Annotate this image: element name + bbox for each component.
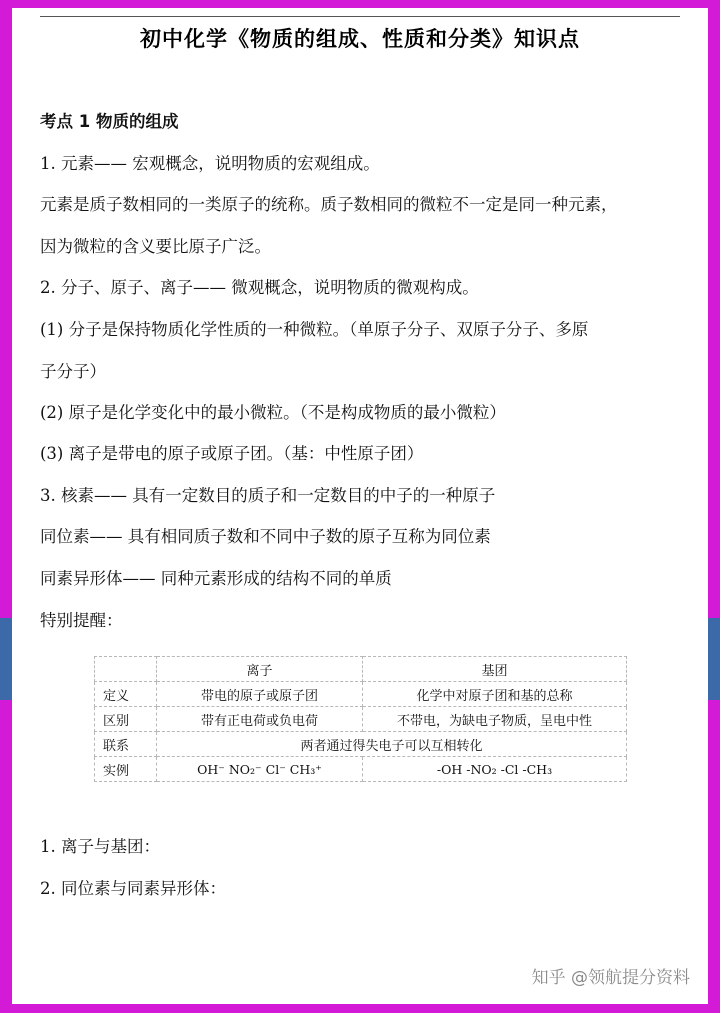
text-line: 同素异形体—— 同种元素形成的结构不同的单质: [40, 569, 392, 588]
table-header-cell: [95, 657, 157, 682]
row-label: 定义: [95, 682, 157, 707]
ion-cell: 带有正电荷或负电荷: [157, 707, 363, 732]
table-header-cell: 基团: [363, 657, 627, 682]
watermark: 知乎 @领航提分资料: [531, 968, 690, 988]
text-line: 1. 元素—— 宏观概念，说明物质的宏观组成。: [40, 154, 380, 173]
table-row: [95, 682, 627, 707]
row-label: 实例: [95, 757, 157, 782]
row-label: 区别: [95, 707, 157, 732]
text-line: 3. 核素—— 具有一定数目的质子和一定数目的中子的一种原子: [40, 486, 496, 505]
text-line: 同位素—— 具有相同质子数和不同中子数的原子互称为同位素: [40, 527, 491, 546]
merged-cell: 两者通过得失电子可以互相转化: [157, 732, 627, 757]
ion-examples-cell: OH⁻ NO₂⁻ Cl⁻ CH₃⁺: [157, 757, 363, 782]
text-line: 2. 分子、原子、离子—— 微观概念，说明物质的微观构成。: [40, 278, 479, 297]
ion-cell: 带电的原子或原子团: [157, 682, 363, 707]
text-line: 2. 同位素与同素异形体：: [40, 879, 226, 898]
text-line: (1) 分子是保持物质化学性质的一种微粒。（单原子分子、双原子分子、多原: [40, 320, 589, 339]
row-label: 联系: [95, 732, 157, 757]
ion-group-table: [94, 656, 626, 782]
table-row: [95, 757, 627, 782]
top-rule: [40, 16, 680, 17]
text-line: 1. 离子与基团：: [40, 837, 160, 856]
group-cell: 不带电，为缺电子物质，呈电中性: [363, 707, 627, 732]
text-line: (2) 原子是化学变化中的最小微粒。（不是构成物质的最小微粒）: [40, 403, 506, 422]
table-header-cell: 离子: [157, 657, 363, 682]
group-examples-cell: -OH -NO₂ -Cl -CH₃: [363, 757, 627, 782]
text-line: 特别提醒：: [40, 611, 123, 630]
group-cell: 化学中对原子团和基的总称: [363, 682, 627, 707]
table-header-row: [95, 657, 627, 682]
text-line: 元素是质子数相同的一类原子的统称。质子数相同的微粒不一定是同一种元素，: [40, 195, 618, 214]
text-line: 子分子）: [40, 362, 106, 381]
document-page: [12, 8, 708, 1004]
section-heading: 考点 1 物质的组成: [40, 112, 179, 131]
table-row: [95, 707, 627, 732]
table-row: [95, 732, 627, 757]
page-title: 初中化学《物质的组成、性质和分类》知识点: [140, 27, 580, 51]
text-line: (3) 离子是带电的原子或原子团。（基：中性原子团）: [40, 444, 424, 463]
text-line: 因为微粒的含义要比原子广泛。: [40, 237, 271, 256]
